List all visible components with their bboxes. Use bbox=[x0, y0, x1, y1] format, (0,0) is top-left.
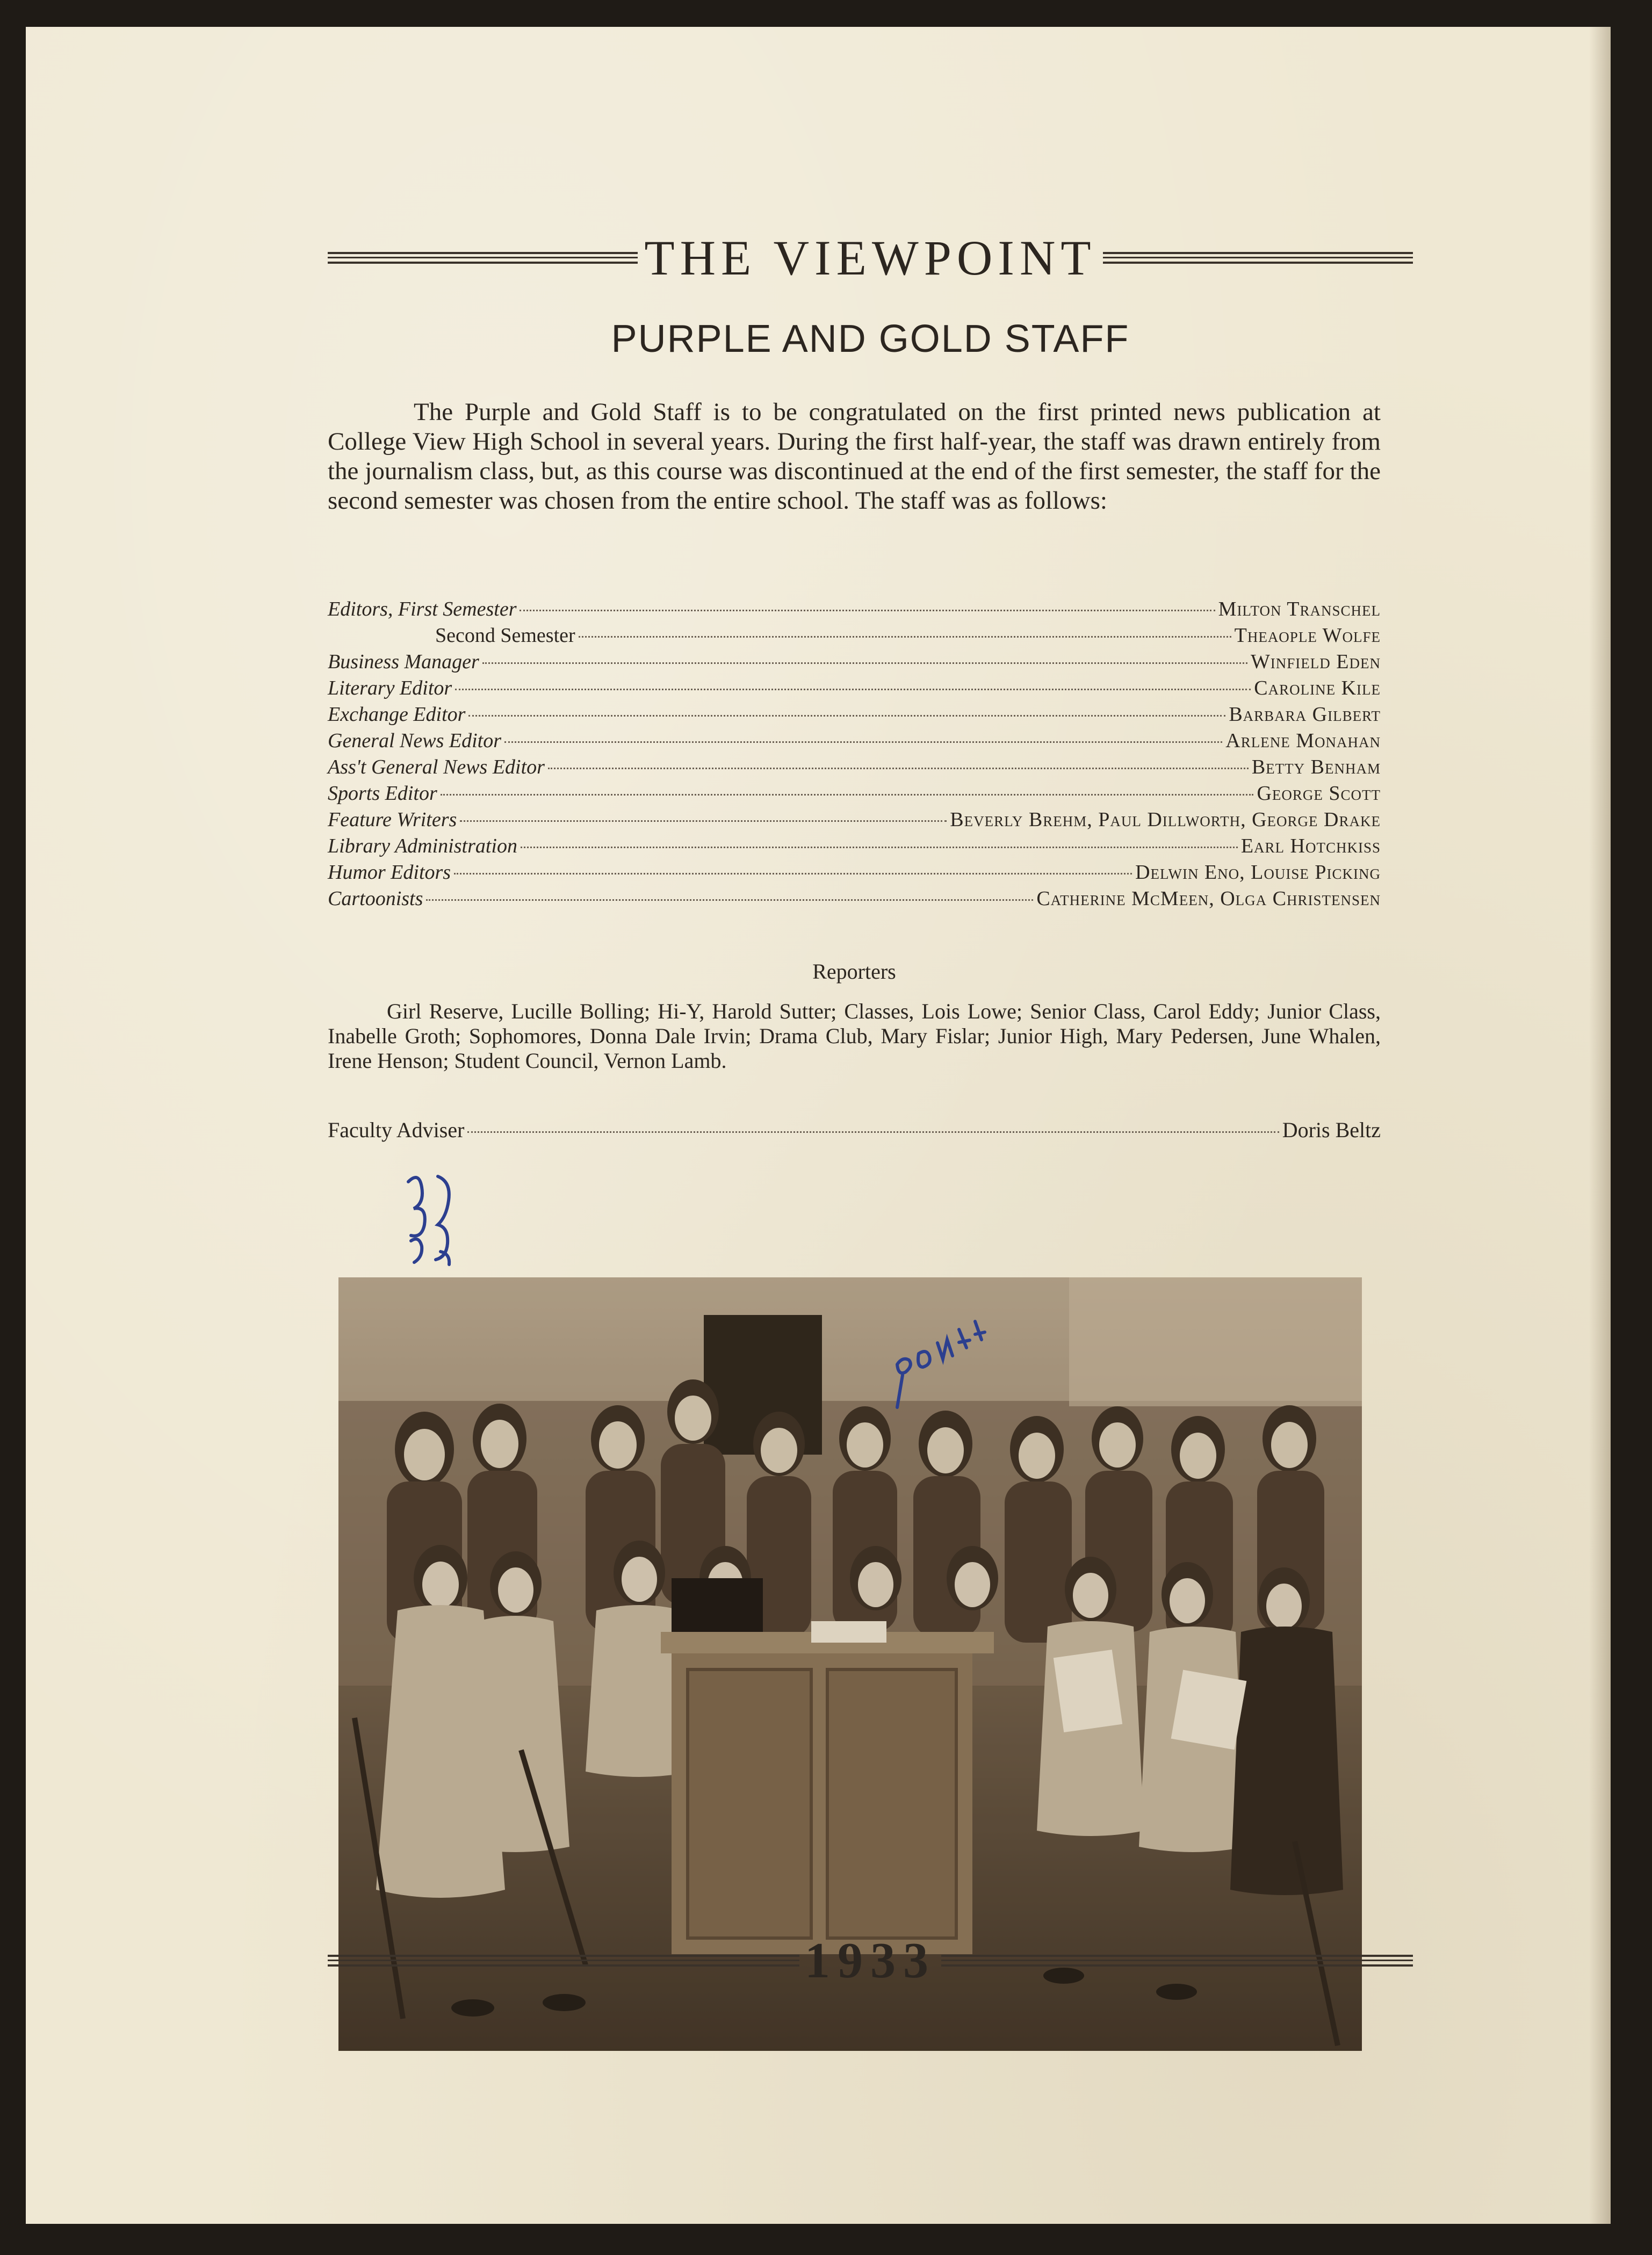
staff-role: Literary Editor bbox=[328, 677, 452, 699]
staff-name: Theaople Wolfe bbox=[1234, 624, 1381, 647]
dot-leader bbox=[520, 610, 1215, 611]
dot-leader bbox=[454, 873, 1132, 874]
dot-leader bbox=[521, 847, 1238, 848]
staff-name: Earl Hotchkiss bbox=[1240, 835, 1381, 857]
staff-name: Milton Transchel bbox=[1218, 598, 1381, 620]
faculty-adviser-row bbox=[328, 1117, 1381, 1143]
header-rule-left bbox=[328, 252, 638, 264]
staff-name: Arlene Monahan bbox=[1225, 729, 1381, 752]
staff-name: Caroline Kile bbox=[1254, 677, 1381, 699]
staff-row bbox=[328, 675, 1381, 702]
staff-row bbox=[328, 702, 1381, 728]
staff-role: Sports Editor bbox=[328, 782, 437, 805]
dot-leader bbox=[455, 689, 1251, 690]
staff-name: Betty Benham bbox=[1251, 756, 1381, 778]
header-title: THE VIEWPOINT bbox=[644, 230, 1096, 285]
reporters-heading: Reporters bbox=[812, 959, 896, 984]
handwritten-arrow-icon bbox=[881, 1305, 999, 1413]
dot-leader bbox=[426, 899, 1033, 901]
staff-roster bbox=[328, 596, 1381, 912]
staff-name: Catherine McMeen, Olga Christensen bbox=[1036, 887, 1381, 910]
staff-row bbox=[328, 649, 1381, 675]
running-footer bbox=[328, 1928, 1413, 1993]
article-intro: The Purple and Gold Staff is to be congratulated on the first printed news publication at College View High School in several years. During the first half-year, the staff was drawn entirely from the journalism class, but, as this course was discontinued at the end of the first semester, the staff for the second semester was chosen from the entire school. The staff was as follows: bbox=[328, 398, 1381, 515]
reporters-list: Girl Reserve, Lucille Bolling; Hi-Y, Harold Sutter; Classes, Lois Lowe; Senior Class, Carol Eddy; Junior Class, Inabelle Groth; Sophomores, Donna Dale Irvin; Drama Club, Mary Fislar; Junior High, Mary Pedersen, June Whalen, Irene Henson; Student Council, Vernon Lamb. bbox=[328, 999, 1381, 1073]
staff-role: Humor Editors bbox=[328, 861, 451, 884]
adviser-name: Doris Beltz bbox=[1282, 1118, 1381, 1142]
staff-row bbox=[328, 886, 1381, 912]
page-edge-shadow bbox=[1589, 27, 1611, 2224]
dot-leader bbox=[579, 636, 1231, 638]
dot-leader bbox=[441, 794, 1254, 796]
staff-role: Business Manager bbox=[328, 651, 479, 673]
staff-row bbox=[328, 623, 1381, 649]
staff-name: Delwin Eno, Louise Picking bbox=[1135, 861, 1381, 884]
dot-leader bbox=[548, 768, 1249, 769]
staff-role: General News Editor bbox=[328, 729, 501, 752]
staff-role: Library Administration bbox=[328, 835, 517, 857]
footer-year: 1933 bbox=[805, 1933, 936, 1989]
staff-row bbox=[328, 728, 1381, 754]
staff-role: Second Semester bbox=[435, 624, 575, 647]
dot-leader bbox=[467, 1131, 1279, 1133]
staff-row bbox=[328, 596, 1381, 623]
dot-leader bbox=[468, 715, 1225, 717]
staff-role: Exchange Editor bbox=[328, 703, 466, 726]
running-header bbox=[328, 226, 1413, 290]
staff-name: Barbara Gilbert bbox=[1229, 703, 1381, 726]
footer-rule-left bbox=[328, 1955, 799, 1967]
staff-role: Editors, First Semester bbox=[328, 598, 517, 620]
dot-leader bbox=[482, 662, 1247, 664]
staff-role: Ass't General News Editor bbox=[328, 756, 545, 778]
staff-role: Feature Writers bbox=[328, 808, 457, 831]
article-title: PURPLE AND GOLD STAFF bbox=[611, 317, 1130, 360]
staff-row bbox=[328, 754, 1381, 780]
staff-row bbox=[328, 859, 1381, 886]
adviser-label: Faculty Adviser bbox=[328, 1118, 465, 1142]
staff-row bbox=[328, 780, 1381, 807]
dot-leader bbox=[460, 820, 947, 822]
staff-name: Winfield Eden bbox=[1250, 651, 1381, 673]
header-rule-right bbox=[1103, 252, 1413, 264]
footer-rule-right bbox=[941, 1955, 1413, 1967]
dot-leader bbox=[504, 741, 1222, 743]
staff-role: Cartoonists bbox=[328, 887, 423, 910]
staff-name: Beverly Brehm, Paul Dillworth, George Drake bbox=[950, 808, 1381, 831]
handwritten-photo-note bbox=[881, 1305, 999, 1413]
staff-name: George Scott bbox=[1257, 782, 1381, 805]
staff-row bbox=[328, 833, 1381, 859]
staff-row bbox=[328, 807, 1381, 833]
